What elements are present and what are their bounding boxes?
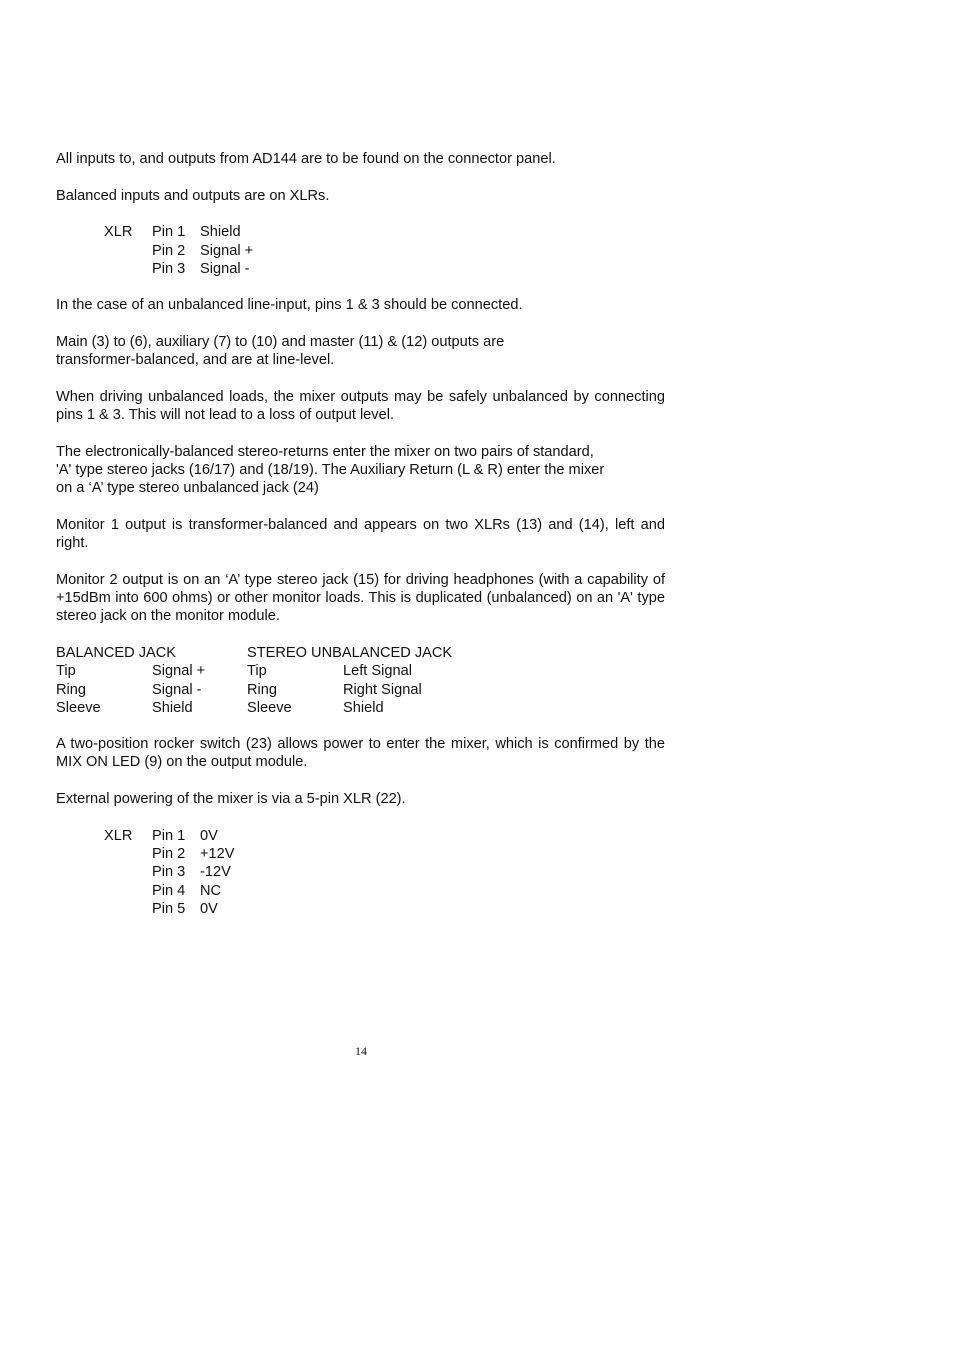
table-cell: Signal - [152,682,202,698]
paragraph-monitor-1: Monitor 1 output is transformer-balanced and appears on two XLRs (13) and (14), left and right. [56,517,665,552]
page-number: 14 [355,1044,367,1058]
pin-label: Pin 4 [152,883,186,899]
balanced-jack-header: BALANCED JACK [56,645,177,661]
table-cell: Ring [247,682,278,698]
paragraph-rocker-switch: A two-position rocker switch (23) allows power to enter the mixer, which is confirmed by the MIX ON LED (9) on the output module. [56,736,665,771]
pin-value: -12V [200,864,231,880]
pin-label: Pin 1 [152,224,186,240]
paragraph-balanced-xlrs: Balanced inputs and outputs are on XLRs. [56,188,330,204]
xlr-label: XLR [104,828,133,844]
table-cell: Sleeve [247,700,292,716]
table-cell: Shield [343,700,384,716]
pin-value: 0V [200,828,218,844]
table-cell: Signal + [152,663,206,679]
table-cell: Tip [56,663,76,679]
pin-label: Pin 5 [152,901,186,917]
paragraph-unbalanced-input: In the case of an unbalanced line-input, pins 1 & 3 should be connected. [56,297,523,313]
pin-value: NC [200,883,222,899]
pin-value: Shield [200,224,241,240]
paragraph-external-power: External powering of the mixer is via a 5-pin XLR (22). [56,791,406,807]
table-cell: Ring [56,682,87,698]
pin-value: Signal - [200,261,250,277]
pin-label: Pin 1 [152,828,186,844]
pin-value: Signal + [200,243,254,259]
table-cell: Shield [152,700,193,716]
pin-label: Pin 3 [152,864,186,880]
pin-value: +12V [200,846,235,862]
xlr-label: XLR [104,224,133,240]
table-cell: Tip [247,663,267,679]
text-line: 'A' type stereo jacks (16/17) and (18/19). The Auxiliary Return (L & R) enter the mixer [56,462,605,478]
table-cell: Right Signal [343,682,422,698]
unbalanced-jack-header: STEREO UNBALANCED JACK [247,645,453,661]
paragraph-monitor-2: Monitor 2 output is on an ‘A’ type stereo jack (15) for driving headphones (with a capability of +15dBm into 600 ohms) or other monitor loads. This is duplicated (unbalanced) on an 'A' type stereo jack on the monitor module. [56,572,665,625]
text-line: on a ‘A’ type stereo unbalanced jack (24) [56,480,319,496]
text-line: The electronically-balanced stereo-returns enter the mixer on two pairs of standard, [56,444,594,460]
pin-label: Pin 2 [152,846,186,862]
paragraph-outputs: Main (3) to (6), auxiliary (7) to (10) and master (11) & (12) outputs are transformer-balanced, and are at line-level. [56,334,505,369]
paragraph-unbalanced-loads: When driving unbalanced loads, the mixer outputs may be safely unbalanced by connecting pins 1 & 3. This will not lead to a loss of output level. [56,389,665,424]
paragraph-connector-panel: All inputs to, and outputs from AD144 are to be found on the connector panel. [56,151,556,167]
pin-value: 0V [200,901,218,917]
pin-label: Pin 2 [152,243,186,259]
pin-label: Pin 3 [152,261,186,277]
table-cell: Left Signal [343,663,412,679]
table-cell: Sleeve [56,700,101,716]
